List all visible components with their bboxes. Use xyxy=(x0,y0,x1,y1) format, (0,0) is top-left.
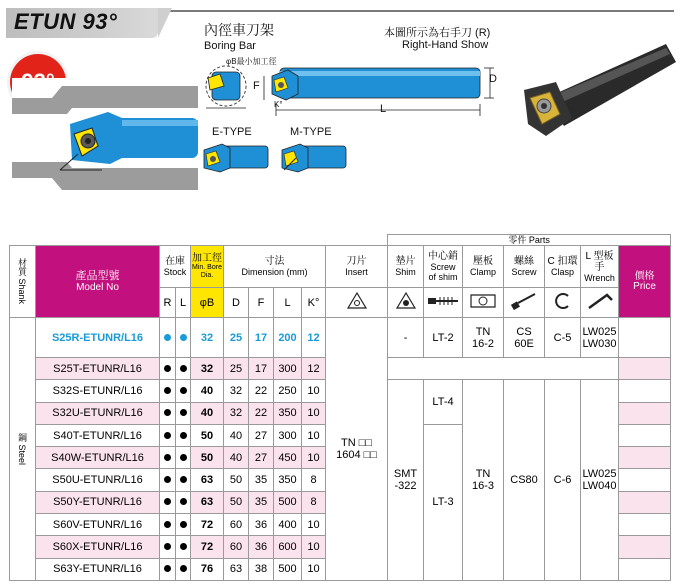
dimension-header xyxy=(224,246,326,288)
min-bore-cell: 40 xyxy=(191,402,224,424)
header-band xyxy=(0,0,680,200)
insert-header xyxy=(326,246,388,288)
dim-l-cell: 400 xyxy=(274,514,302,536)
dim-l-cell: 350 xyxy=(274,469,302,491)
clasp-header xyxy=(545,246,581,288)
screw-of-shim-cell: LT-2 xyxy=(424,318,463,358)
dim-cn: 寸法 xyxy=(264,256,285,267)
clamp-icon xyxy=(463,288,504,318)
wrench-en: Wrench xyxy=(584,272,615,283)
col-len: L xyxy=(274,288,302,318)
dim-l-cell: 200 xyxy=(274,318,302,358)
dim-l-cell: 450 xyxy=(274,447,302,469)
dim-k-cell: 10 xyxy=(302,424,326,446)
stock-dot xyxy=(164,387,171,394)
minbore-header xyxy=(191,246,224,288)
screwshim-en1: Screw xyxy=(430,262,456,272)
insert-line2: 1604 □□ xyxy=(336,448,377,461)
min-bore-cell: 50 xyxy=(191,447,224,469)
wrench-header xyxy=(581,246,619,288)
stock-l-cell xyxy=(176,514,191,536)
group-wrench-line2: LW040 xyxy=(582,480,617,493)
wrench-icon xyxy=(581,288,619,318)
minbore-en2: Dia. xyxy=(200,272,214,279)
group-screw-cell: CS80 xyxy=(504,380,545,581)
group-wrench-line1: LW025 xyxy=(582,468,617,481)
wrench-line1: LW025 xyxy=(582,325,617,338)
stock-dot xyxy=(180,365,187,372)
dim-d-cell: 40 xyxy=(224,447,249,469)
spec-table xyxy=(9,234,671,581)
dim-l-cell: 350 xyxy=(274,402,302,424)
col-phib: φB xyxy=(191,288,224,318)
stock-l-cell xyxy=(176,469,191,491)
dim-f-label: F xyxy=(253,80,260,92)
screw-line1: CS xyxy=(516,325,532,338)
screw-of-shim-header xyxy=(424,246,463,288)
m-type-label: M-TYPE xyxy=(290,126,332,138)
stock-dot xyxy=(164,454,171,461)
model-cn: 產品型號 xyxy=(75,269,120,282)
group-clamp-cell xyxy=(463,380,504,581)
dim-k-cell: 12 xyxy=(302,318,326,358)
table-row xyxy=(10,318,671,358)
stock-r-cell xyxy=(160,318,176,358)
dim-d-cell: 50 xyxy=(224,469,249,491)
min-bore-cell: 72 xyxy=(191,536,224,558)
parts-header: 零件 Parts xyxy=(388,235,671,246)
model-en: Model No xyxy=(76,281,119,293)
stock-l-cell xyxy=(176,358,191,380)
dim-d-cell: 50 xyxy=(224,491,249,513)
dim-l-cell: 500 xyxy=(274,491,302,513)
stock-header xyxy=(160,246,191,288)
dim-k-cell: 12 xyxy=(302,358,326,380)
model-cell: S40T-ETUNR/L16 xyxy=(36,424,160,446)
model-cell: S32S-ETUNR/L16 xyxy=(36,380,160,402)
stock-r-cell xyxy=(160,469,176,491)
dim-d-cell: 63 xyxy=(224,558,249,580)
dim-k-cell: 8 xyxy=(302,491,326,513)
stock-r-cell xyxy=(160,424,176,446)
minbore-en1: Min. Bore xyxy=(192,264,222,271)
group-clamp-line2: 16-3 xyxy=(472,480,495,493)
insert-icon xyxy=(326,288,388,318)
stock-dot xyxy=(180,454,187,461)
stock-r-cell xyxy=(160,558,176,580)
stock-dot xyxy=(180,476,187,483)
insert-line1: TN □□ xyxy=(341,436,373,449)
stock-dot xyxy=(164,476,171,483)
stock-dot xyxy=(164,498,171,505)
price-cell xyxy=(619,447,671,469)
group-clasp-cell: C-6 xyxy=(545,380,581,581)
col-f: F xyxy=(249,288,274,318)
screwshim-cn: 中心銷 xyxy=(428,251,459,262)
price-en: Price xyxy=(633,281,656,292)
price-cell xyxy=(619,536,671,558)
dim-f-cell: 22 xyxy=(249,402,274,424)
shim-icon xyxy=(388,288,424,318)
dim-k-label: K° xyxy=(274,100,283,109)
dim-f-cell: 35 xyxy=(249,491,274,513)
steel-cn: 鋼 xyxy=(17,432,27,442)
shank-header xyxy=(10,246,36,318)
stock-r-cell xyxy=(160,447,176,469)
min-bore-cell: 76 xyxy=(191,558,224,580)
group-shim-line2: -322 xyxy=(394,480,417,493)
dim-d-cell: 25 xyxy=(224,358,249,380)
price-cell xyxy=(619,318,671,358)
dim-d-cell: 40 xyxy=(224,424,249,446)
blank-top xyxy=(10,235,388,246)
stock-r-cell xyxy=(160,514,176,536)
dim-k-cell: 10 xyxy=(302,380,326,402)
boring-bar-cn: 內徑車刀架 xyxy=(204,22,274,38)
insert-cell xyxy=(326,318,388,581)
shank-en: Shank xyxy=(17,278,27,305)
clamp-cell xyxy=(463,318,504,358)
dim-l-cell: 300 xyxy=(274,358,302,380)
stock-l-cell xyxy=(176,558,191,580)
screw-cn: 螺絲 xyxy=(514,256,535,267)
clamp-line2: 16-2 xyxy=(472,337,495,350)
stock-dot xyxy=(180,565,187,572)
wrench-cn2: 手 xyxy=(594,261,605,273)
stock-r-cell xyxy=(160,491,176,513)
min-bore-cell: 63 xyxy=(191,491,224,513)
clasp-cell: C-5 xyxy=(545,318,581,358)
bore-illustration xyxy=(12,78,198,200)
min-bore-cell: 63 xyxy=(191,469,224,491)
insert-cn: 刀片 xyxy=(346,256,367,267)
col-k: K° xyxy=(302,288,326,318)
stock-dot xyxy=(180,521,187,528)
clamp-en: Clamp xyxy=(470,267,497,277)
screw-icon xyxy=(504,288,545,318)
model-header xyxy=(36,246,160,318)
table-body xyxy=(10,318,671,581)
price-cell xyxy=(619,469,671,491)
screw-cell xyxy=(504,318,545,358)
header-rule xyxy=(150,10,674,12)
steel-cell xyxy=(10,318,36,581)
shim-header xyxy=(388,246,424,288)
dim-d-cell: 60 xyxy=(224,514,249,536)
insert-en: Insert xyxy=(345,267,368,277)
price-cell xyxy=(619,514,671,536)
stock-dot xyxy=(180,409,187,416)
model-cell: S60X-ETUNR/L16 xyxy=(36,536,160,558)
stock-en: Stock xyxy=(163,267,187,277)
clamp-line1: TN xyxy=(475,325,491,338)
shank-cn: 材質 xyxy=(17,258,27,277)
stock-dot xyxy=(164,543,171,550)
dim-k-cell: 10 xyxy=(302,558,326,580)
group-clamp-line1: TN xyxy=(475,468,491,481)
dim-k-cell: 10 xyxy=(302,536,326,558)
model-cell: S32U-ETUNR/L16 xyxy=(36,402,160,424)
stock-dot xyxy=(180,387,187,394)
stock-r-cell xyxy=(160,380,176,402)
min-bore-cell: 40 xyxy=(191,380,224,402)
dim-f-cell: 38 xyxy=(249,558,274,580)
group-screw-of-shim-a: LT-4 xyxy=(424,380,463,425)
price-cell xyxy=(619,402,671,424)
price-cell xyxy=(619,424,671,446)
stock-dot xyxy=(180,543,187,550)
min-bore-note: φB最小加工徑 xyxy=(226,57,277,66)
dim-d-cell: 25 xyxy=(224,318,249,358)
stock-r-cell xyxy=(160,536,176,558)
dim-l-cell: 500 xyxy=(274,558,302,580)
stock-l-cell xyxy=(176,447,191,469)
clasp-en: Clasp xyxy=(551,267,575,277)
model-cell: S40W-ETUNR/L16 xyxy=(36,447,160,469)
dim-f-cell: 22 xyxy=(249,380,274,402)
steel-en: Steel xyxy=(17,444,27,465)
col-r: R xyxy=(160,288,176,318)
group-wrench-cell xyxy=(581,380,619,581)
page-title: ETUN 93° xyxy=(14,9,118,34)
dim-f-cell: 36 xyxy=(249,536,274,558)
minbore-cn: 加工徑 xyxy=(192,253,222,264)
stock-dot xyxy=(164,409,171,416)
group-shim-line1: SMT xyxy=(393,468,418,481)
shim-cn: 墊片 xyxy=(395,256,416,267)
min-bore-cell: 32 xyxy=(191,318,224,358)
dim-f-cell: 35 xyxy=(249,469,274,491)
dim-k-cell: 10 xyxy=(302,514,326,536)
stock-dot xyxy=(180,432,187,439)
dim-f-cell: 27 xyxy=(249,447,274,469)
right-hand-cn: 本圖所示為右手刀 (R) xyxy=(384,27,491,39)
stock-dot xyxy=(164,365,171,372)
dim-d-cell: 60 xyxy=(224,536,249,558)
dim-d-cell: 32 xyxy=(224,380,249,402)
dim-l-cell: 300 xyxy=(274,424,302,446)
model-cell: S50U-ETUNR/L16 xyxy=(36,469,160,491)
group-shim-cell xyxy=(388,380,424,581)
screw-en: Screw xyxy=(511,267,537,277)
dim-en: Dimension (mm) xyxy=(241,267,308,277)
stock-l-cell xyxy=(176,380,191,402)
model-cell: S25R-ETUNR/L16 xyxy=(36,318,160,358)
model-cell: S63Y-ETUNR/L16 xyxy=(36,558,160,580)
dim-f-cell: 36 xyxy=(249,514,274,536)
dim-k-cell: 10 xyxy=(302,402,326,424)
stock-l-cell xyxy=(176,318,191,358)
price-cell xyxy=(619,380,671,402)
dim-f-cell: 17 xyxy=(249,358,274,380)
stock-dot xyxy=(164,565,171,572)
price-cell xyxy=(619,491,671,513)
wrench-cn1: L 型板 xyxy=(585,250,614,262)
group-screw-of-shim-b: LT-3 xyxy=(424,424,463,580)
boring-bar-en: Boring Bar xyxy=(204,40,256,52)
dim-l-cell: 250 xyxy=(274,380,302,402)
right-hand-en: Right-Hand Show xyxy=(402,39,489,51)
price-cn: 價格 xyxy=(634,271,655,282)
stock-r-cell xyxy=(160,402,176,424)
e-type-label: E-TYPE xyxy=(212,126,252,138)
shim-cell: - xyxy=(388,318,424,358)
stock-dot xyxy=(180,498,187,505)
wrench-line2: LW030 xyxy=(582,337,617,350)
price-cell xyxy=(619,558,671,580)
clamp-header xyxy=(463,246,504,288)
stock-l-cell xyxy=(176,402,191,424)
clamp-cn: 壓板 xyxy=(473,256,494,267)
e-type-diagram xyxy=(200,138,270,178)
dim-l-label: L xyxy=(380,103,387,115)
dim-f-cell: 27 xyxy=(249,424,274,446)
m-type-diagram xyxy=(278,138,348,178)
stock-cn: 在庫 xyxy=(165,256,185,267)
screw-line2: 60E xyxy=(514,337,534,350)
stock-l-cell xyxy=(176,424,191,446)
product-photo xyxy=(516,40,676,158)
model-cell: S50Y-ETUNR/L16 xyxy=(36,491,160,513)
dim-l-cell: 600 xyxy=(274,536,302,558)
min-bore-cell: 72 xyxy=(191,514,224,536)
stock-dot xyxy=(164,521,171,528)
clasp-cn: C 扣環 xyxy=(547,256,578,267)
col-l: L xyxy=(176,288,191,318)
screwshim-en2: of shim xyxy=(428,272,458,282)
price-header xyxy=(619,246,671,318)
dim-k-cell: 8 xyxy=(302,469,326,491)
min-bore-cell: 32 xyxy=(191,358,224,380)
screw-of-shim-icon xyxy=(424,288,463,318)
dim-d-cell: 32 xyxy=(224,402,249,424)
stock-l-cell xyxy=(176,536,191,558)
screw-header xyxy=(504,246,545,288)
clasp-icon xyxy=(545,288,581,318)
stock-l-cell xyxy=(176,491,191,513)
parts-gap-cell xyxy=(388,358,619,380)
stock-dot xyxy=(164,432,171,439)
stock-r-cell xyxy=(160,358,176,380)
model-cell: S60V-ETUNR/L16 xyxy=(36,514,160,536)
min-bore-cell: 50 xyxy=(191,424,224,446)
dim-k-cell: 10 xyxy=(302,447,326,469)
wrench-cell xyxy=(581,318,619,358)
col-d: D xyxy=(224,288,249,318)
stock-dot xyxy=(164,334,171,341)
stock-dot xyxy=(180,334,187,341)
dim-d-label: D xyxy=(489,73,497,85)
price-cell xyxy=(619,358,671,380)
model-cell: S25T-ETUNR/L16 xyxy=(36,358,160,380)
shim-en: Shim xyxy=(395,267,416,277)
dim-f-cell: 17 xyxy=(249,318,274,358)
